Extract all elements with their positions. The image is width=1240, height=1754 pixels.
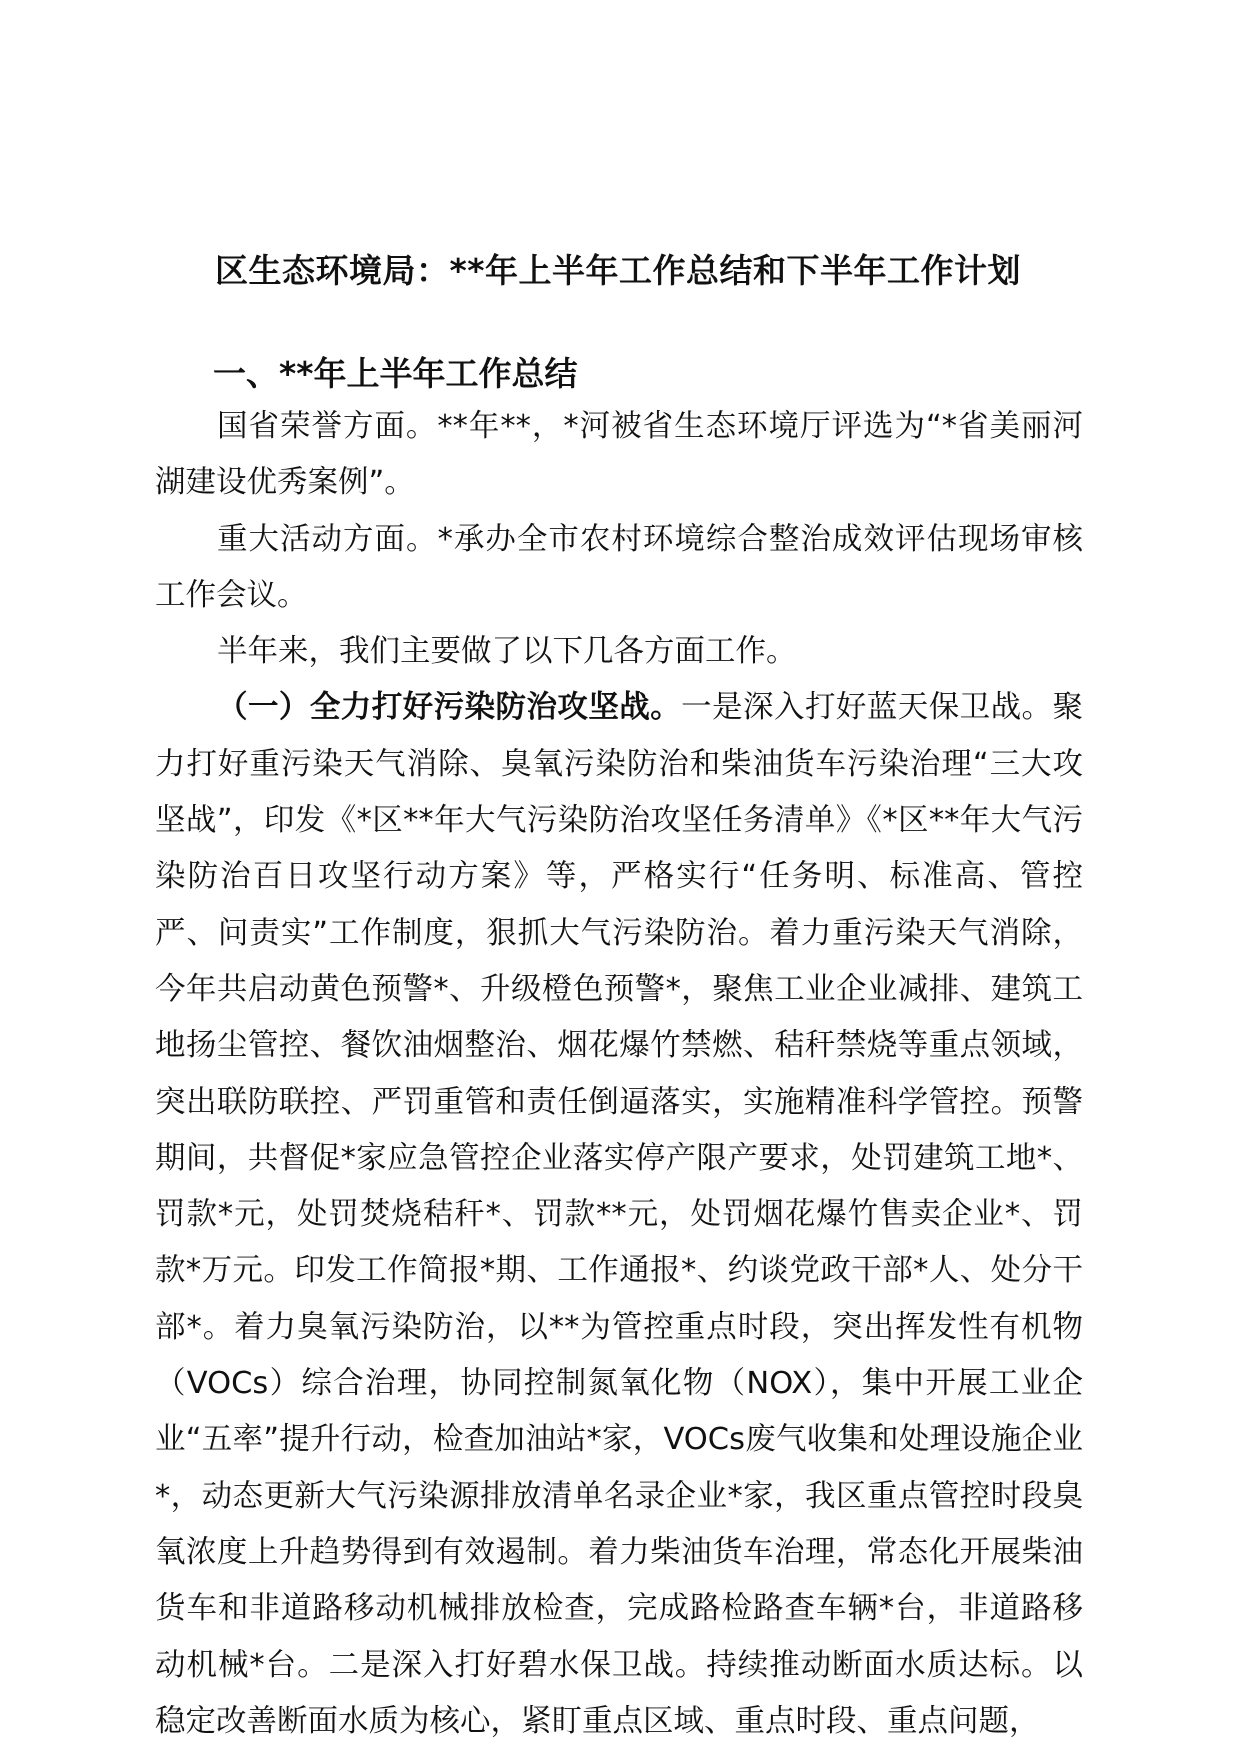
document-title: 区生态环境局：**年上半年工作总结和下半年工作计划: [215, 251, 1022, 290]
paragraph-lead: （一）全力打好污染防治攻坚战。: [217, 690, 682, 726]
paragraph-major-events: [155, 512, 1083, 625]
paragraph-text: 一是深入打好蓝天保卫战。聚力打好重污染天气消除、臭氧污染防治和柴油货车污染治理“三大攻坚战”，印发《*区**年大气污染防治攻坚任务清单》《*区**年大气污染防治百日攻坚行动方案》等，严格实行“任务明、标准高、管控严、问责实”工作制度，狠抓大气污染防治。着力重污染天气消除，今年共启动黄色预警*、升级橙色预警*，聚焦工业企业减排、建筑工地扬尘管控、餐饮油烟整治、烟花爆竹禁燃、秸秆禁烧等重点领域，突出联防联控、严罚重管和责任倒逼落实，实施精准科学管控。预警期间，共督促*家应急管控企业落实停产限产要求，处罚建筑工地*、罚款*元，处罚焚烧秸秆*、罚款**元，处罚烟花爆竹售卖企业*、罚款*万元。印发工作简报*期、工作通报*、约谈党政干部*人、处分干部*。着力臭氧污染防治，以**为管控重点时段，突出挥发性有机物（VOCs）综合治理，协同控制氮氧化物（NOX），集中开展工业企业“五率”提升行动，检查加油站*家，VOCs废气收集和处理设施企业*，动态更新大气污染源排放清单名录企业*家，我区重点管控时段臭氧浓度上升趋势得到有效遏制。着力柴油货车治理，常态化开展柴油货车和非道路移动机械排放检查，完成路检路查车辆*台，非道路移动机械*台。二是深入打好碧水保卫战。持续推动断面水质达标。以稳定改善断面水质为核心，紧盯重点区域、重点时段、重点问题，: [155, 690, 1084, 1739]
paragraph-text: 重大活动方面。*承办全市农村环境综合整治成效评估现场审核工作会议。: [155, 521, 1083, 613]
paragraph-overview: [155, 624, 1083, 680]
section-heading: 一、**年上半年工作总结: [213, 354, 578, 393]
paragraph-pollution-control: [155, 680, 1083, 1750]
paragraph-honors: [155, 399, 1083, 512]
document-page: [155, 246, 1083, 1750]
paragraph-text: 国省荣誉方面。**年**，*河被省生态环境厅评选为“*省美丽河湖建设优秀案例”。: [155, 409, 1083, 501]
paragraph-text: 半年来，我们主要做了以下几各方面工作。: [217, 634, 797, 670]
